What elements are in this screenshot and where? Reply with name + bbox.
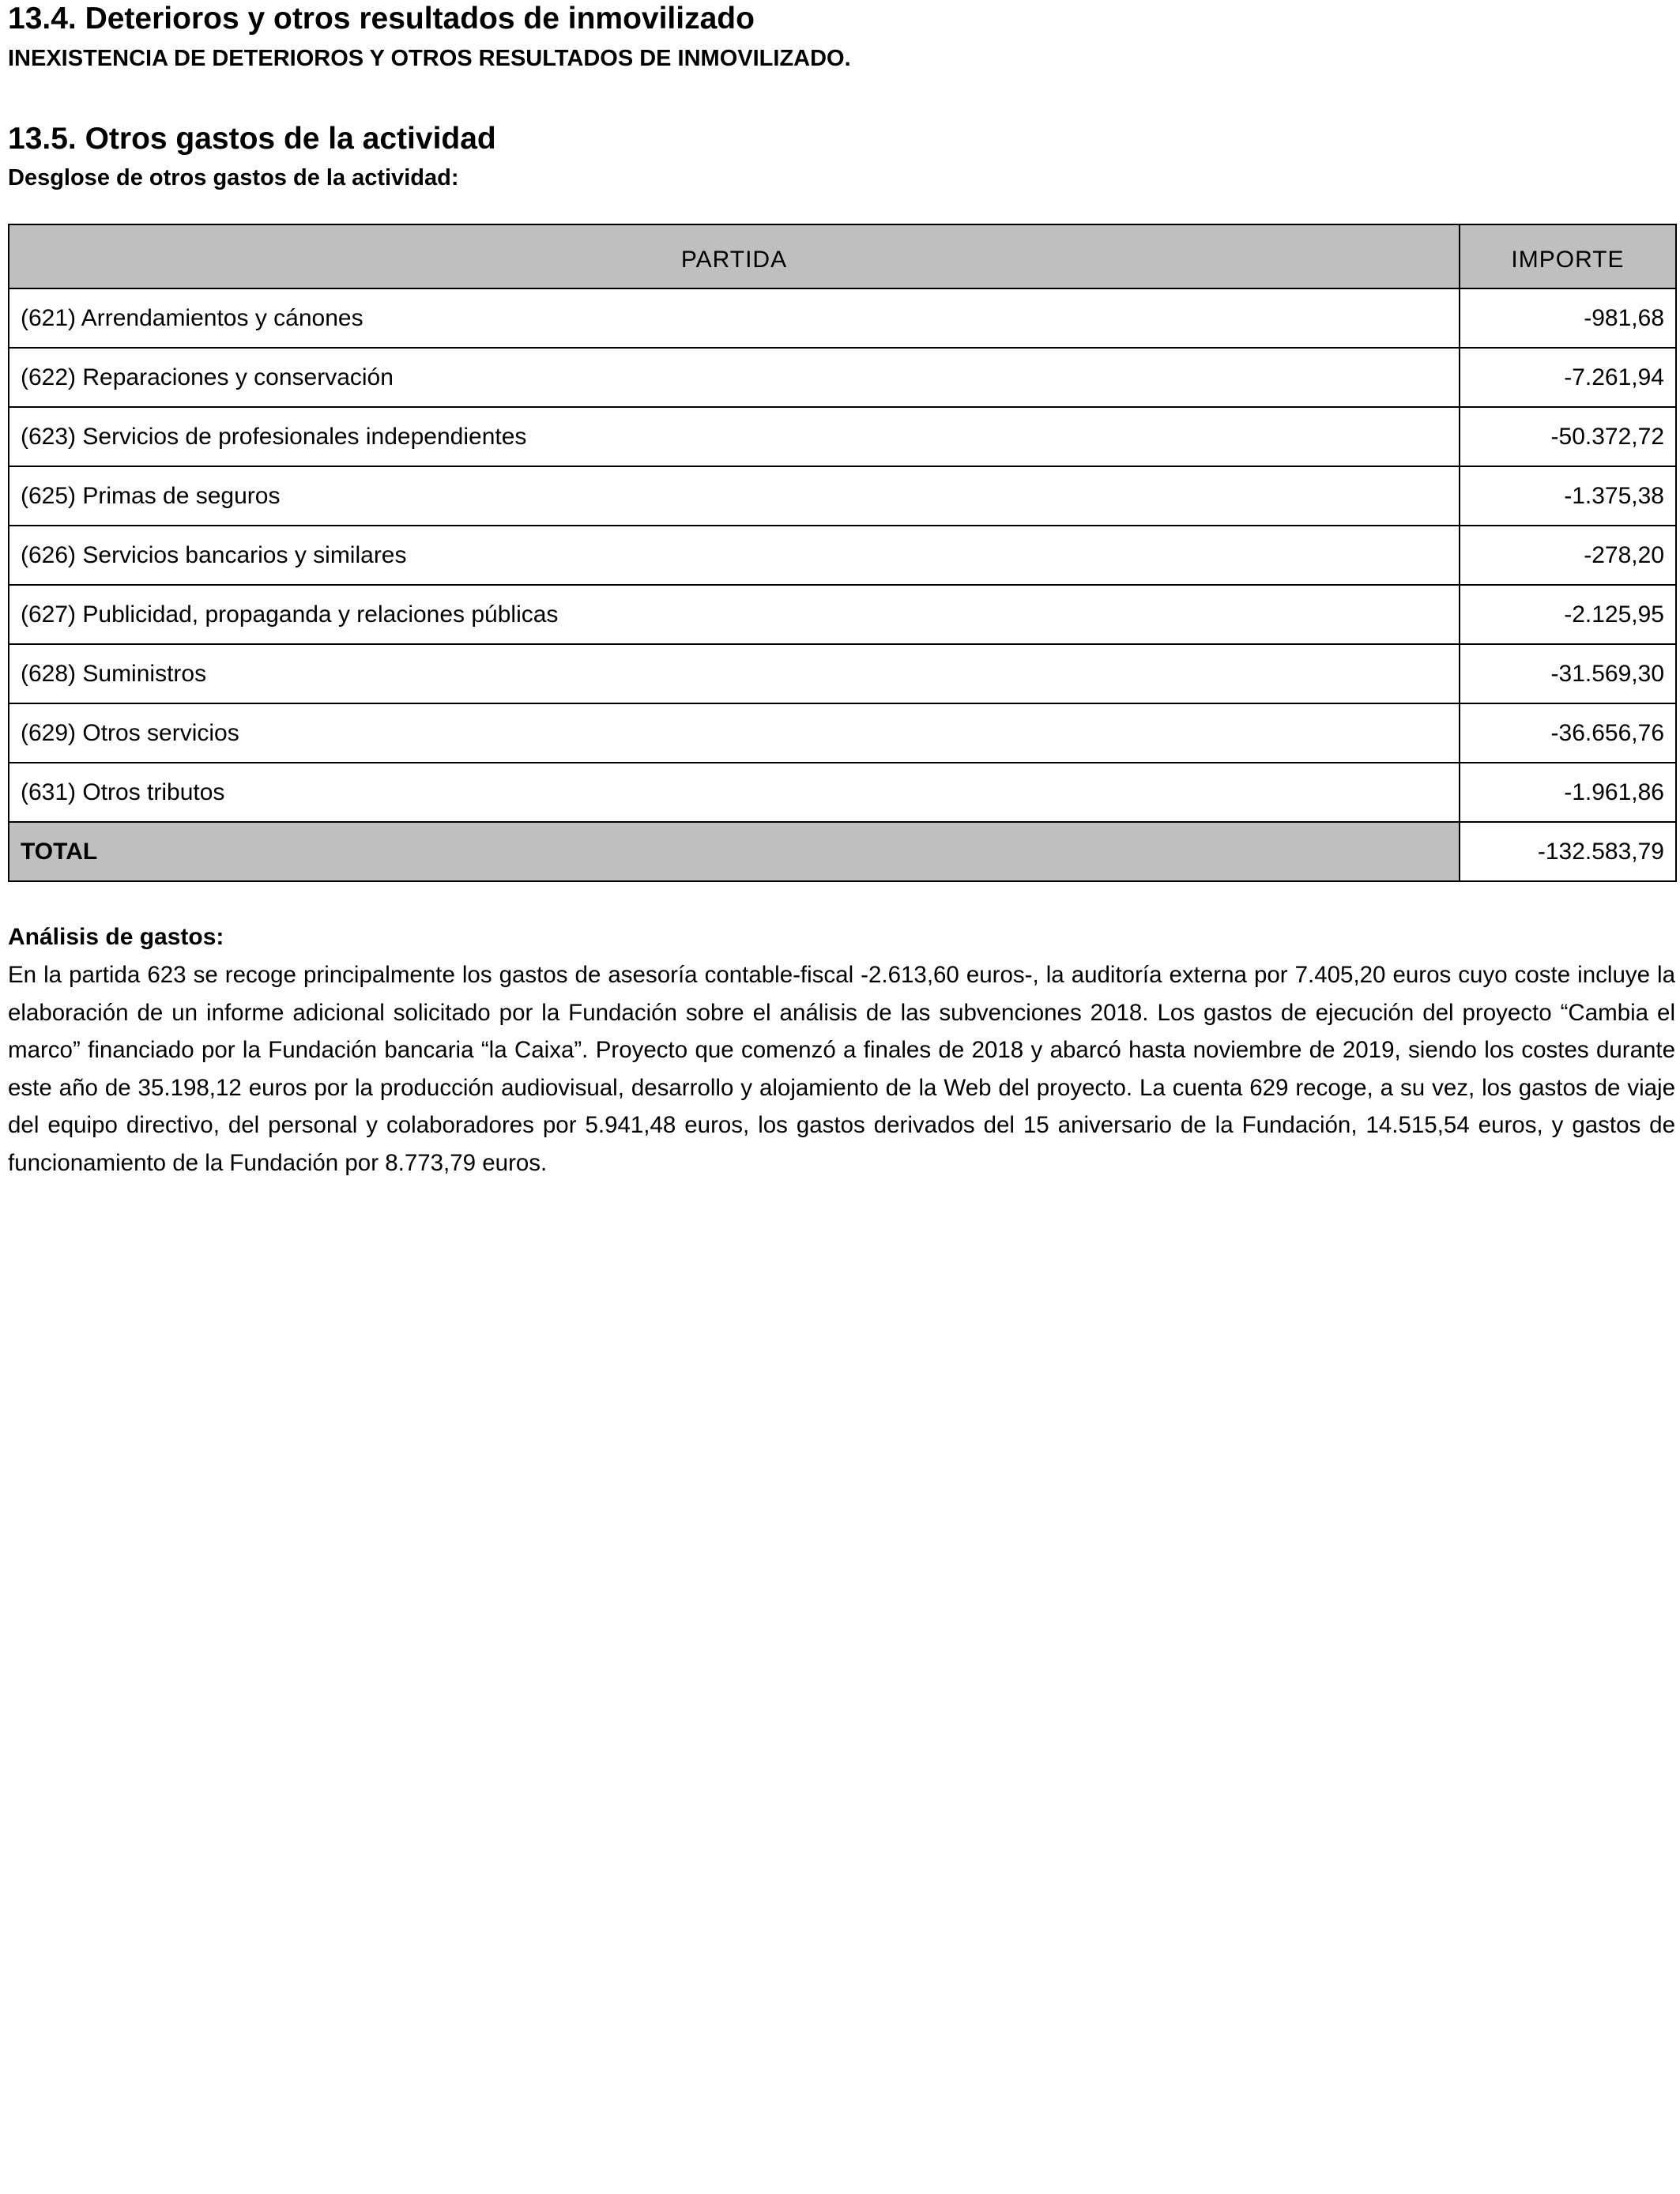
cell-importe: -2.125,95 bbox=[1460, 585, 1676, 644]
cell-partida: (628) Suministros bbox=[9, 644, 1460, 703]
table-row bbox=[9, 644, 1676, 703]
section-13-5-subtitle: Desglose de otros gastos de la actividad: bbox=[8, 165, 459, 190]
table-row bbox=[9, 526, 1676, 585]
cell-importe: -981,68 bbox=[1460, 288, 1676, 348]
cell-partida: (626) Servicios bancarios y similares bbox=[9, 526, 1460, 585]
table-row bbox=[9, 407, 1676, 466]
cell-partida: (629) Otros servicios bbox=[9, 703, 1460, 763]
table-row bbox=[9, 288, 1676, 348]
cell-importe: -31.569,30 bbox=[1460, 644, 1676, 703]
cell-partida: (623) Servicios de profesionales independientes bbox=[9, 407, 1460, 466]
cell-partida: (625) Primas de seguros bbox=[9, 466, 1460, 526]
total-label: TOTAL bbox=[9, 822, 1460, 881]
table-row bbox=[9, 763, 1676, 822]
cell-partida: (621) Arrendamientos y cánones bbox=[9, 288, 1460, 348]
cell-partida: (622) Reparaciones y conservación bbox=[9, 348, 1460, 407]
cell-partida: (631) Otros tributos bbox=[9, 763, 1460, 822]
column-header-partida: PARTIDA bbox=[9, 224, 1460, 288]
table-row bbox=[9, 348, 1676, 407]
table-row bbox=[9, 703, 1676, 763]
table-row bbox=[9, 466, 1676, 526]
section-13-4-title: 13.4. Deterioros y otros resultados de inmovilizado bbox=[8, 2, 755, 36]
cell-importe: -1.375,38 bbox=[1460, 466, 1676, 526]
total-amount: -132.583,79 bbox=[1460, 822, 1676, 881]
cell-importe: -36.656,76 bbox=[1460, 703, 1676, 763]
section-13-4-subtitle: INEXISTENCIA DE DETERIOROS Y OTROS RESULTADOS DE INMOVILIZADO. bbox=[8, 46, 851, 71]
cell-partida: (627) Publicidad, propaganda y relaciones públicas bbox=[9, 585, 1460, 644]
section-13-5-title: 13.5. Otros gastos de la actividad bbox=[8, 122, 496, 156]
analysis-title: Análisis de gastos: bbox=[8, 924, 224, 950]
cell-importe: -278,20 bbox=[1460, 526, 1676, 585]
expenses-table bbox=[8, 224, 1677, 882]
table-header-row bbox=[9, 224, 1676, 288]
analysis-paragraph: En la partida 623 se recoge principalmente los gastos de asesoría contable-fiscal -2.613,60 euros-, la auditoría externa por 7.405,20 euros cuyo coste incluye la elaboración de un informe adicional solicitado por la Fundación sobre el análisis de las subvenciones 2018. Los gastos de ejecución del proyecto “Cambia el marco” financiado por la Fundación bancaria “la Caixa”. Proyecto que comenzó a finales de 2018 y abarcó hasta noviembre de 2019, siendo los costes durante este año de 35.198,12 euros por la producción audiovisual, desarrollo y alojamiento de la Web del proyecto. La cuenta 629 recoge, a su vez, los gastos de viaje del equipo directivo, del personal y colaboradores por 5.941,48 euros, los gastos derivados del 15 aniversario de la Fundación, 14.515,54 euros, y gastos de funcionamiento de la Fundación por 8.773,79 euros. bbox=[8, 962, 1675, 1176]
cell-importe: -50.372,72 bbox=[1460, 407, 1676, 466]
cell-importe: -1.961,86 bbox=[1460, 763, 1676, 822]
cell-importe: -7.261,94 bbox=[1460, 348, 1676, 407]
table-row bbox=[9, 585, 1676, 644]
total-row bbox=[9, 822, 1676, 881]
column-header-importe: IMPORTE bbox=[1460, 224, 1676, 288]
